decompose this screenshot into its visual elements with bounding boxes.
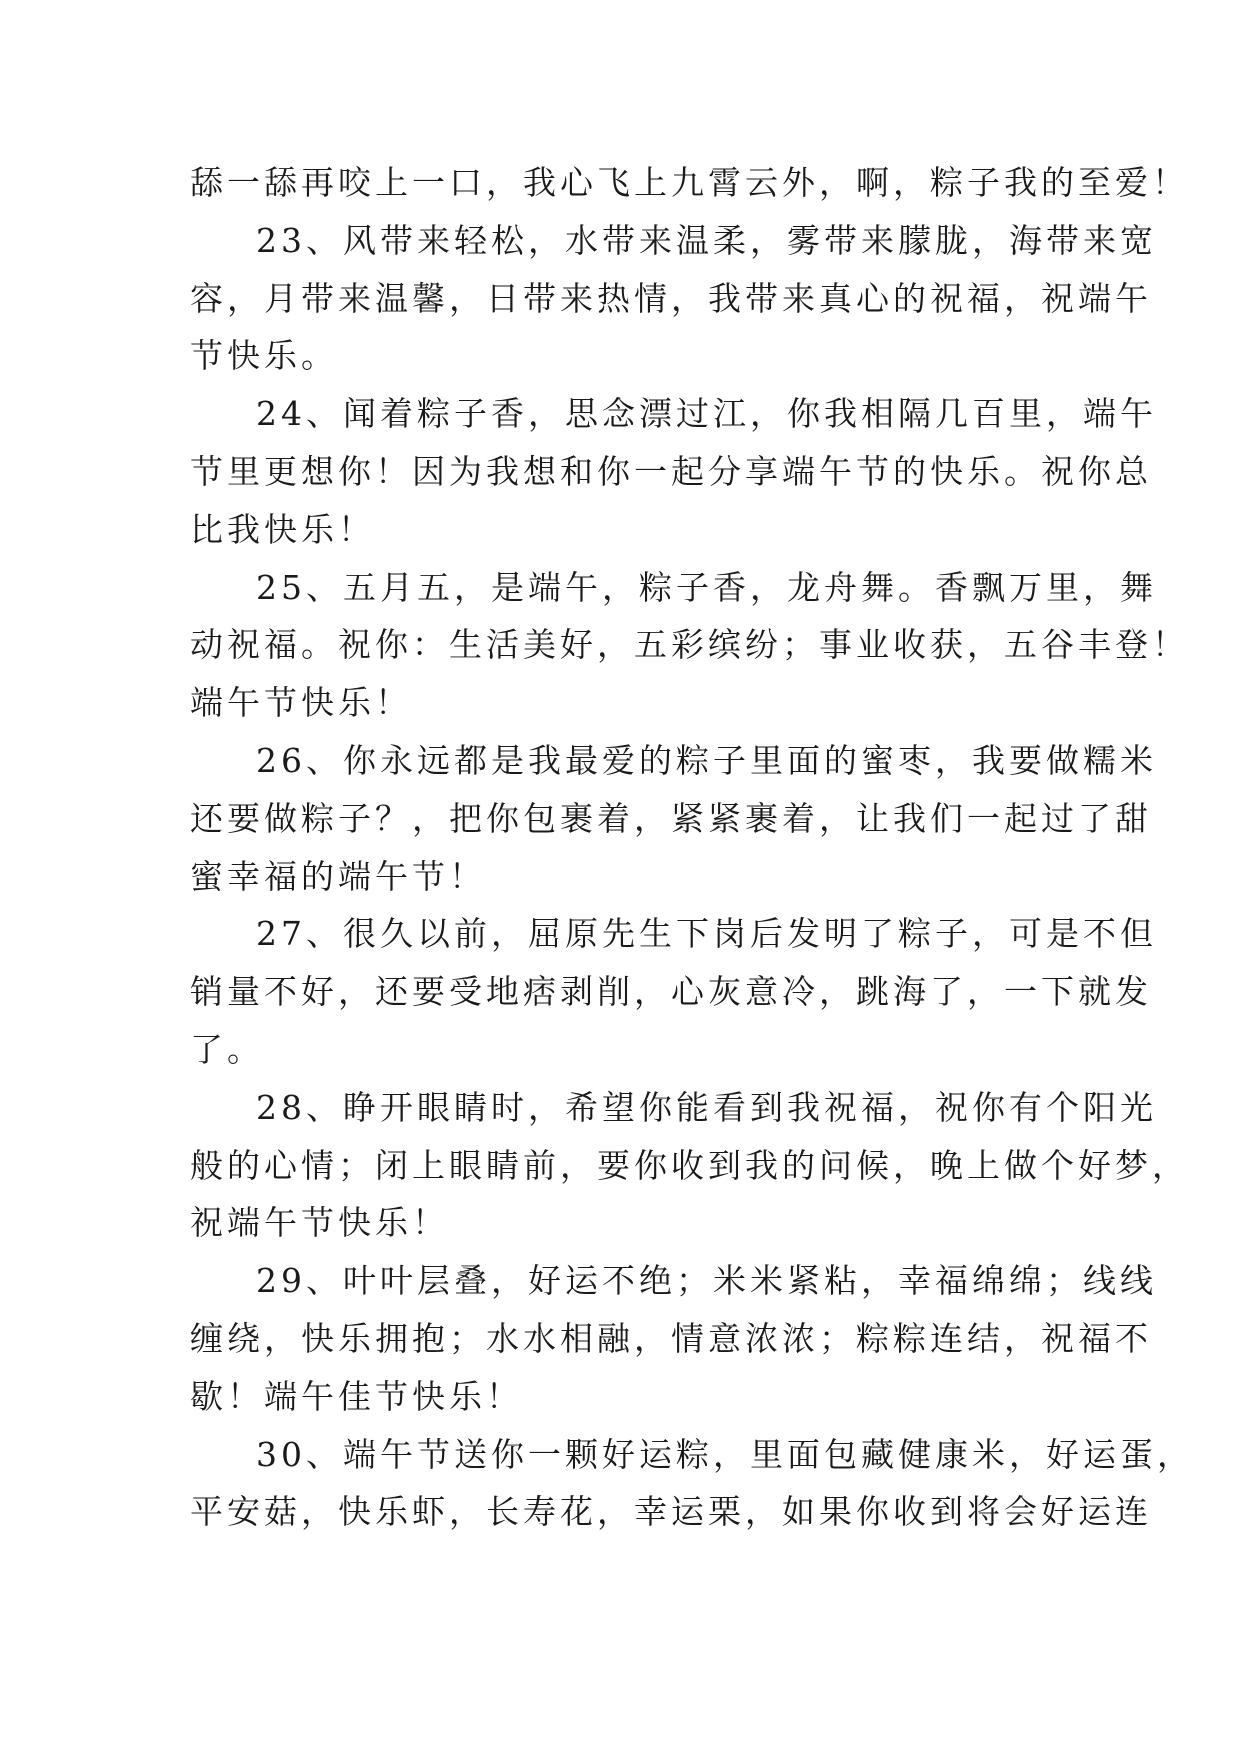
- text-line: 26、你永远都是我最爱的粽子里面的蜜枣，我要做糯米: [256, 740, 1157, 780]
- text-line: 般的心情；闭上眼睛前，要你收到我的问候，晚上做个好梦，: [190, 1145, 1189, 1185]
- text-line: 30、端午节送你一颗好运粽，里面包藏健康米，好运蛋，: [256, 1434, 1194, 1474]
- text-line: 节里更想你！因为我想和你一起分享端午节的快乐。祝你总: [190, 451, 1152, 491]
- text-line: 平安菇，快乐虾，长寿花，幸运栗，如果你收到将会好运连: [190, 1492, 1152, 1532]
- text-line: 了。: [190, 1029, 264, 1069]
- text-line: 容，月带来温馨，日带来热情，我带来真心的祝福，祝端午: [190, 278, 1152, 318]
- text-line: 端午节快乐！: [190, 683, 412, 723]
- text-line: 28、睁开眼睛时，希望你能看到我祝福，祝你有个阳光: [256, 1087, 1157, 1127]
- text-line: 舔一舔再咬上一口，我心飞上九霄云外，啊，粽子我的至爱！: [190, 163, 1189, 202]
- text-line: 歇！端午佳节快乐！: [190, 1376, 523, 1416]
- text-line: 节快乐。: [190, 336, 338, 376]
- text-line: 缠绕，快乐拥抱；水水相融，情意浓浓；粽粽连结，祝福不: [190, 1318, 1152, 1358]
- text-line: 29、叶叶层叠，好运不绝；米米紧粘，幸福绵绵；线线: [256, 1261, 1157, 1301]
- text-line: 25、五月五，是端午，粽子香，龙舟舞。香飘万里，舞: [256, 567, 1157, 607]
- text-line: 27、很久以前，屈原先生下岗后发明了粽子，可是不但: [256, 914, 1157, 954]
- text-line: 比我快乐！: [190, 509, 375, 549]
- text-line: 23、风带来轻松，水带来温柔，雾带来朦胧，海带来宽: [256, 220, 1157, 260]
- text-line: 祝端午节快乐！: [190, 1203, 449, 1243]
- text-line: 销量不好，还要受地痞剥削，心灰意冷，跳海了，一下就发: [190, 972, 1152, 1012]
- text-line: 蜜幸福的端午节！: [190, 856, 486, 896]
- document-body: [190, 154, 1194, 1541]
- text-line: 动祝福。祝你：生活美好，五彩缤纷；事业收获，五谷丰登！: [190, 625, 1189, 665]
- text-line: 24、闻着粽子香，思念漂过江，你我相隔几百里，端午: [256, 394, 1157, 434]
- text-line: 还要做粽子？，把你包裹着，紧紧裹着，让我们一起过了甜: [190, 798, 1152, 838]
